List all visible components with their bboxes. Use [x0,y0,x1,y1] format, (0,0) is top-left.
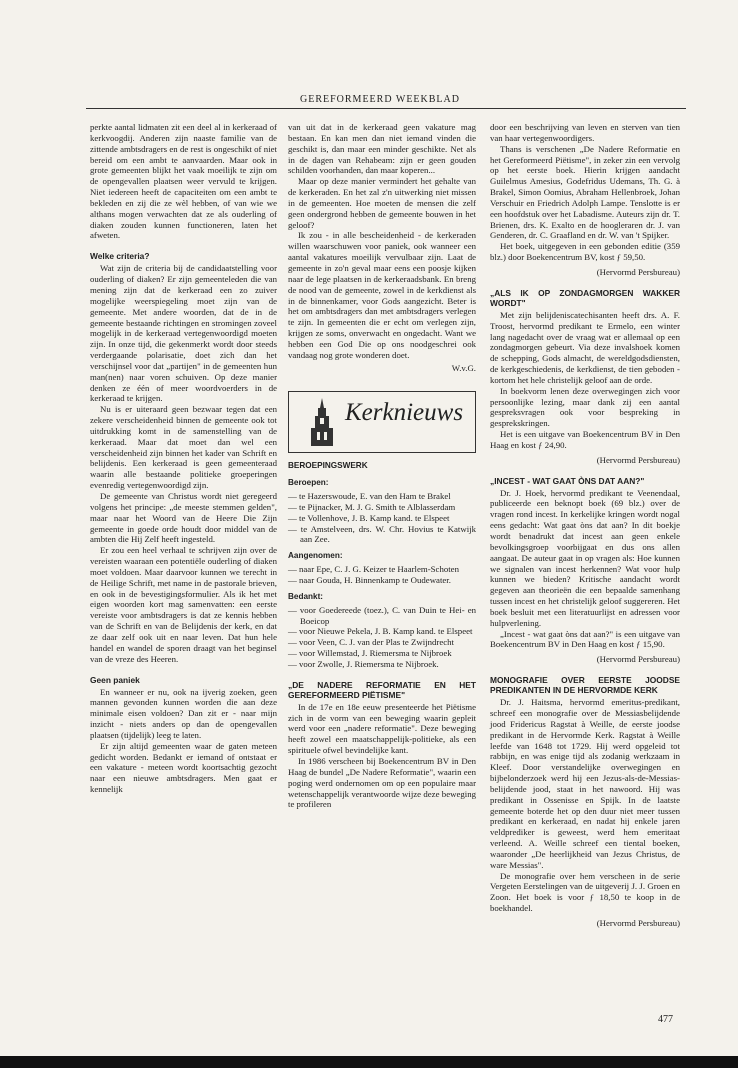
paragraph: Maar op deze manier vermindert het gehalte van de kerkeraden. En het zal z'n uitwerking niet missen in de gemeenten. Hoe moeten de mensen die zelf geen ondergrond hebben de gemeente bouwen in het geloof? [288,176,476,230]
list-item: — voor Nieuwe Pekela, J. B. Kamp kand. te Elspeet [288,626,476,637]
heading-zondagmorgen: „ALS IK OP ZONDAGMORGEN WAKKER WORDT" [490,287,680,308]
paragraph: De monografie over hem verscheen in de serie Vergeten Eerstelingen van de uitgeverij J. J. Groen en Zoon. Het boek is voor ƒ 18,50 te koop in de boekhandel. [490,870,680,914]
kerknieuws-title: Kerknieuws [345,399,464,427]
byline: (Hervormd Persbureau) [596,654,680,665]
paragraph: In boekvorm lenen deze overwegingen zich voor persoonlijke lezing, maar dank zij een aantal gespreksvragen ook voor bespreking in gesprekskringen. [490,385,680,429]
column-1 [90,122,277,795]
list-item: — naar Epe, C. J. G. Keizer te Haarlem-Schoten [288,564,476,575]
scan-edge [0,1056,738,1068]
paragraph: De gemeente van Christus wordt niet geregeerd volgens het principe: „de meeste stemmen gelden", maar naar het Woord van de Heere Die Zijn gemeente in goede orde houdt door middel van de ambten die Hij Zelf heeft ingesteld. [90,491,277,545]
signature: W.v.G. [451,362,476,373]
list-item: — te Hazerswoude, E. van den Ham te Brakel [288,491,476,502]
list-item: — te Vollenhove, J. B. Kamp kand. te Elspeet [288,513,476,524]
paragraph: In 1986 verscheen bij Boekencentrum BV in Den Haag de bundel „De Nadere Reformatie", waarin een poging werd ondernomen om op een populaire maar wetenschappelijk verantwoorde wijze deze beweging te profileren [288,755,476,810]
paragraph: Dr. J. Hoek, hervormd predikant te Veenendaal, publiceerde een beknopt boek (69 blz.) over de vragen rond incest. In kerkelijke kringen wordt nogal eens gedacht: Wat gaat òns dat aan? In dit boekje wordt benadrukt dat incest aan geen enkele bevolkingsgroep voorbijgaat en dus ons allen aangaat. De auteur gaat in op vragen als: Hoe kunnen we signalen van incest herkennen? Wat voor hulp kunnen we bieden? Kritische aandacht wordt gegeven aan theorieën die een bepaalde samenhang tussen incest en het christelijk geloof suggereren. Het boek besluit met een literatuurlijst en adressen voor hulpverlening. [490,487,680,628]
beroepen-list [288,491,476,545]
bedankt-list [288,605,476,670]
page-number: 477 [658,1014,673,1025]
aangenomen-list [288,564,476,586]
heading-incest: „INCEST - WAT GAAT ÒNS DAT AAN?" [490,475,645,486]
column-2 [288,122,476,810]
label-aangenomen: Aangenomen: [288,551,343,561]
byline: (Hervormd Persbureau) [596,266,680,277]
column-3 [490,122,680,931]
paragraph: Ik zou - in alle bescheidenheid - de kerkeraden willen waarschuwen voor paniek, ook wanneer een aantal vakatures moeilijk vervulbaar zijn. Laat de gemeente in zo'n geval maar eens een poosje kijken naar de lege plaatsen in de kerkeraadsbank. En breng de nood van de gemeente, zowel in de kerkdienst als in de binnenkamer, voor Gods aangezicht. Beter is het om ambtsdragers dan met ambtsdragers verlegen te zijn. In gemeenten die er echt om verlegen zijn, krijgen ze soms, onverwacht en ongedacht. Want we hebben een God Die op ons noodgeschrei ook vandaag nog grote wonderen doet. [288,230,476,360]
paragraph: En wanneer er nu, ook na ijverig zoeken, geen mannen gevonden kunnen worden die aan deze minimale eisen voldoen? Dan zit er - naar mijn inzicht - niets anders op dan de opengevallen plaatsen (tijdelijk) leeg te laten. [90,686,277,740]
list-item: — te Pijnacker, M. J. G. Smith te Alblasserdam [288,502,476,513]
church-tower-icon [309,398,335,446]
list-item: — voor Willemstad, J. Riemersma te Nijbroek [288,648,476,659]
paragraph: In de 17e en 18e eeuw presenteerde het Piëtisme zich in de vorm van een beweging waarin gepleit werd voor een „nadere reformatie". Deze beweging heeft zowel een maatschappelijk-politieke, als een spirituele ofwel bevindelijke kant. [288,701,476,756]
paragraph: Het boek, uitgegeven in een gebonden editie (359 blz.) door Boekencentrum BV, kost ƒ 59,50. [490,241,680,263]
list-item: — te Amstelveen, drs. W. Chr. Hovius te Katwijk aan Zee. [288,524,476,546]
paragraph: Er zou een heel verhaal te schrijven zijn over de vereisten waaraan een potentiële ouderling of diaken moet voldoen. Maar daarvoor kunnen we terecht in de Heilige Schrift, met name in de pastorale brieven, en ook in de bevestigingsformulier. Als ik het met eigen woorden kort mag samenvatten: een eerste vereiste voor ambtsdragers is dat ze kennis hebben van de Schrift en van de Belijdenis der kerk, en dat ze daar zelf ook uit en naar leven. Dat hun hele handel en wandel de sporen draagt van het beginsel van de vreze des Heeren. [90,545,277,664]
list-item: — naar Gouda, H. Binnenkamp te Oudewater. [288,575,476,586]
paragraph: Thans is verschenen „De Nadere Reformatie en het Gereformeerd Piëtisme", in zeker zin een vervolg op het eerste boek. Hierin krijgen aandacht Guilelmus Amesius, Godefridus Udemans, Th. G. à Brakel, Simon Oomius, Abraham Hellenbroek, Johan Verschuir en Friedrich Adolph Lampe. Tenslotte is er een hoofdstuk over het Labadisme. Auteurs zijn dr. T. Brienen, drs. K. Exalto en de hoogleraren dr. J. van Genderen, dr. C. Graafland en dr. W. van 't Spijker. [490,143,680,241]
list-item: — voor Zwolle, J. Riemersma te Nijbroek. [288,659,476,670]
paragraph: Wat zijn de criteria bij de candidaatstelling voor ouderling of diaken? Er zijn gemeenteleden die van mening zijn dat de kerkeraad een zo zuiver mogelijke weerspiegeling moet zijn van de gemeente. Met andere woorden, dat de in de gemeente bestaande richtingen en stromingen zoveel mogelijk in de kerkeraad vertegenwoordigd moeten zijn. In onze tijd, die gekenmerkt wordt door steeds verdergaande polarisatie, doet zich dan het verschijnsel voor dat „partijen" in de gemeenten hun man(nen) naar voren schuiven. Op deze manier denken ze één of meer woordvoerders in de kerkeraad te krijgen. [90,263,277,404]
list-item: — voor Veen, C. J. van der Plas te Zwijndrecht [288,637,476,648]
list-item: — voor Goedereede (toez.), C. van Duin te Hei- en Boeicop [288,605,476,627]
running-header: GEREFORMEERD WEEKBLAD [300,94,460,105]
header-rule [86,108,686,109]
paragraph: door een beschrijving van leven en sterven van tien van haar vertegenwoordigers. [490,122,680,143]
subheading-criteria: Welke criteria? [90,251,150,262]
label-beroepen: Beroepen: [288,478,329,488]
paragraph: perkte aantal lidmaten zit een deel al in kerkeraad of kerkvoogdij. Anderen zijn naaste familie van de zittende ambtsdragers en de rest is ongeschikt of niet bereid om een ambt te aanvaarden. Maar ook in grote gemeenten blijkt het vaak moeilijk te zijn om de opengevallen plaatsen weer vervuld te krijgen. Niet iedereen heeft de capaciteiten om een ambt te bekleden en zij die ze wèl hebben, of van wie we althans mogen verwachten dat ze als ouderling of diaken zouden kunnen functioneren, laten het afweten. [90,122,277,241]
paragraph: „Incest - wat gaat òns dat aan?" is een uitgave van Boekencentrum BV in Den Haag en kost ƒ 15,90. [490,628,680,650]
label-bedankt: Bedankt: [288,591,324,601]
paragraph: Het is een uitgave van Boekencentrum BV in Den Haag en kost ƒ 24,90. [490,429,680,450]
paragraph: Er zijn altijd gemeenten waar de gaten meteen gedicht worden. Bedankt er iemand of ontstaat er een vakature - meteen wordt koortsachtig gezocht naar een nieuwe ambtsdragers. Men gaat er kennelijk [90,740,277,795]
paragraph: Dr. J. Haitsma, hervormd emeritus-predikant, schreef een monografie over de Messiasbelijdende jood Fridericus Ragstat à Weille, de eerste joodse predikant in de Hervormde Kerk. Ragstat à Weille leefde van 1648 tot 1729. Hij werd opgeleid tot rabbijn, en was enige tijd als zodanig werkzaam in Kleef. Door verstandelijke overwegingen en bijbelonderzoek werd hij een Jezus-als-de-Messias-belijdende jood, staat in het nawoord. Hij was predikant in Ossenisse en Spijk. In de laatste gemeente boterde het op den duur niet meer tussen predikant en kerkeraad, en nadat hij enkele jaren veldprediker is geweest, werd hem emeritaat verleend. A. Weille schreef een tiental boeken, waaronder „De heerlijkheid van Jezus Christus, de ware Messias". [490,697,680,870]
kerknieuws-banner [288,391,476,453]
subheading-geen-paniek: Geen paniek [90,674,140,685]
byline: (Hervormd Persbureau) [596,918,680,928]
heading-monografie: MONOGRAFIE OVER EERSTE JOODSE PREDIKANTEN IN DE HERVORMDE KERK [490,675,680,696]
paragraph: van uit dat in de kerkeraad geen vakature mag bestaan. En kan men dan niet iemand vinden die geschikt is, dan maar een minder geschikte. Net als in de dagen van Rehabeam: zijn er geen gouden schilden voorhanden, dan maar koperen... [288,122,476,176]
byline: (Hervormd Persbureau) [596,454,680,465]
paragraph: Nu is er uiteraard geen bezwaar tegen dat een zekere verscheidenheid binnen de gemeente ook tot uitdrukking komt in de samenstelling van de kerkeraad. Maar dat moet dan wel een verscheidenheid zijn binnen het kader van Schrift en belijdenis. Een kerkeraad is geen gemeenteraad waarin alle bestaande politieke groeperingen evenredig vertegenwoordigd zijn. [90,404,277,491]
paragraph: Met zijn belijdeniscatechisanten heeft drs. A. F. Troost, hervormd predikant te Ermelo, een winter lang nagedacht over de vraag wat er allemaal op een zondagmorgen gebeurt. Via deze invalshoek komen de schepping, Gods almacht, de wereldgodsdiensten, de kerkgeschiedenis, de kerkdienst, de tien geboden - kortom het hele christelijk geloof aan de orde. [490,309,680,385]
heading-nadere-reformatie: „DE NADERE REFORMATIE EN HET GEREFORMEERD PIËTISME" [288,679,476,700]
section-beroepingswerk: BEROEPINGSWERK [288,461,368,471]
